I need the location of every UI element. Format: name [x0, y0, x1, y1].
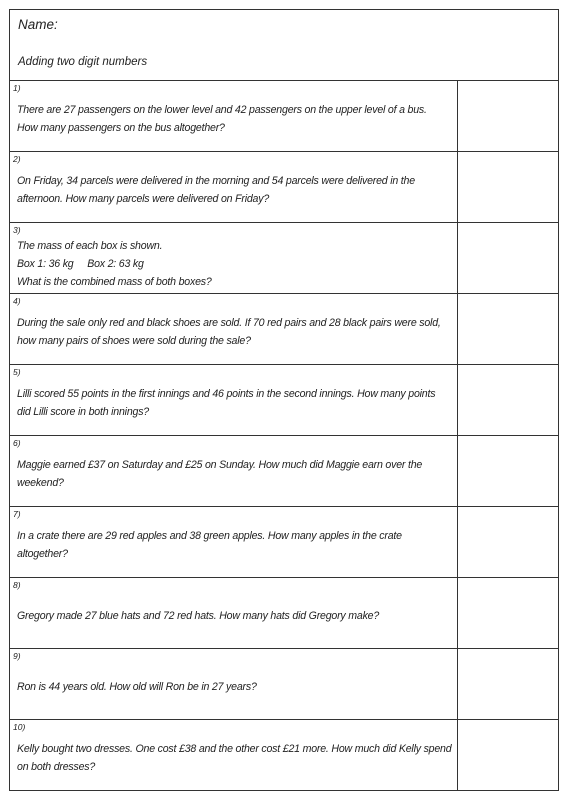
question-line: In a crate there are 29 red apples and 38 green apples. How many apples in the crate — [17, 530, 402, 542]
answer-box[interactable] — [458, 436, 558, 506]
question-row — [10, 365, 558, 436]
question-body — [17, 172, 447, 208]
question-number: 6) — [13, 438, 21, 448]
question-line: Box 1: 36 kg Box 2: 63 kg — [17, 258, 144, 270]
question-line: did Lilli score in both innings? — [17, 406, 149, 418]
answer-box[interactable] — [458, 365, 558, 435]
question-row — [10, 81, 558, 152]
question-text-cell — [10, 81, 458, 151]
question-row — [10, 223, 558, 294]
question-row — [10, 649, 558, 720]
question-row — [10, 578, 558, 649]
question-body — [17, 456, 447, 492]
worksheet — [9, 9, 559, 791]
question-line: Gregory made 27 blue hats and 72 red hats. How many hats did Gregory make? — [17, 610, 380, 622]
worksheet-title: Adding two digit numbers — [18, 56, 148, 68]
answer-box[interactable] — [458, 223, 558, 293]
answer-box[interactable] — [458, 578, 558, 648]
question-number: 10) — [13, 722, 26, 732]
question-line: Ron is 44 years old. How old will Ron be in 27 years? — [17, 681, 257, 693]
name-label: Name: — [18, 17, 58, 32]
question-line: There are 27 passengers on the lower level and 42 passengers on the upper level of a bus. — [17, 104, 427, 116]
question-line: altogether? — [17, 548, 68, 560]
question-number: 4) — [13, 296, 21, 306]
question-text-cell — [10, 294, 458, 364]
question-line: How many passengers on the bus altogether? — [17, 122, 225, 134]
question-row — [10, 152, 558, 223]
question-number: 2) — [13, 154, 21, 164]
answer-box[interactable] — [458, 294, 558, 364]
question-number: 8) — [13, 580, 21, 590]
question-line: What is the combined mass of both boxes? — [17, 276, 212, 288]
question-number: 3) — [13, 225, 21, 235]
question-text-cell — [10, 507, 458, 577]
question-row — [10, 436, 558, 507]
question-text-cell — [10, 649, 458, 719]
question-text-cell — [10, 365, 458, 435]
question-text-cell — [10, 720, 458, 790]
question-line: During the sale only red and black shoes are sold. If 70 red pairs and 28 black pairs were sold, — [17, 317, 441, 329]
question-line: On Friday, 34 parcels were delivered in the morning and 54 parcels were delivered in the — [17, 175, 415, 187]
question-body — [17, 237, 447, 291]
question-body — [17, 607, 447, 625]
answer-box[interactable] — [458, 649, 558, 719]
question-text-cell — [10, 578, 458, 648]
question-number: 1) — [13, 83, 21, 93]
question-body — [17, 101, 447, 137]
answer-box[interactable] — [458, 81, 558, 151]
question-line: weekend? — [17, 477, 64, 489]
question-row — [10, 294, 558, 365]
question-body — [17, 527, 447, 563]
answer-box[interactable] — [458, 507, 558, 577]
worksheet-header — [10, 10, 558, 81]
question-row — [10, 507, 558, 578]
question-line: Lilli scored 55 points in the first innings and 46 points in the second innings. How many points — [17, 388, 436, 400]
question-number: 7) — [13, 509, 21, 519]
question-body — [17, 678, 447, 696]
question-line: Maggie earned £37 on Saturday and £25 on Sunday. How much did Maggie earn over the — [17, 459, 423, 471]
question-line: Kelly bought two dresses. One cost £38 and the other cost £21 more. How much did Kelly spend — [17, 743, 452, 755]
answer-box[interactable] — [458, 720, 558, 790]
question-line: The mass of each box is shown. — [17, 240, 163, 252]
question-body — [17, 385, 447, 421]
question-text-cell — [10, 223, 458, 293]
question-body — [17, 314, 447, 350]
question-number: 5) — [13, 367, 21, 377]
question-row — [10, 720, 558, 790]
question-line: afternoon. How many parcels were delivered on Friday? — [17, 193, 270, 205]
question-text-cell — [10, 436, 458, 506]
question-body — [17, 740, 452, 776]
question-line: on both dresses? — [17, 761, 96, 773]
question-line: how many pairs of shoes were sold during the sale? — [17, 335, 251, 347]
answer-box[interactable] — [458, 152, 558, 222]
question-number: 9) — [13, 651, 21, 661]
question-text-cell — [10, 152, 458, 222]
